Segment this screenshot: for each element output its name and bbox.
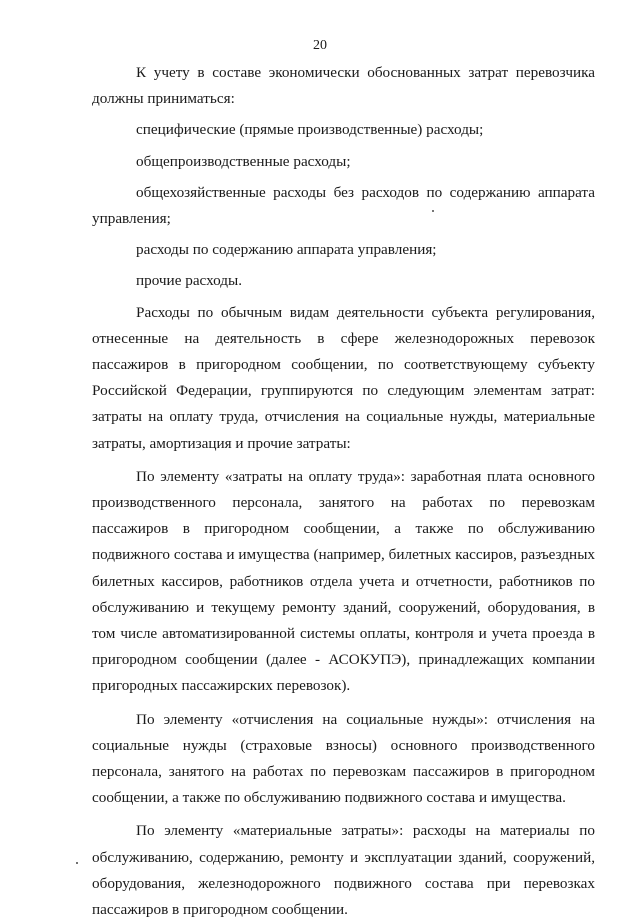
page-number: 20 — [313, 38, 327, 53]
paragraph-labor-costs: По элементу «затраты на оплату труда»: заработная плата основного производственного персонала, занятого на работах по перевозкам пассажиров в пригородном сообщении, а также по обслуживанию подвижного состава и имущества (например, билетных кассиров, разъездных билетных кассиров, работников отдела учета и отчетности, работников по обслуживанию и текущему ремонту зданий, сооружений, оборудования, в том числе автоматизированной системы оплаты, контроля и учета проезда в пригородном сообщении (далее - АСОКУПЭ), принадлежащих компании пригородных пассажирских перевозок). — [92, 467, 595, 695]
paragraph-material-costs: По элементу «материальные затраты»: расходы на материалы по обслуживанию, содержанию, ремонту и эксплуатации зданий, сооружений, оборудования, железнодорожного подвижного состава при перевозках пассажиров в пригородном сообщении. — [92, 822, 595, 919]
list-item-general-production-costs: общепроизводственные расходы; — [136, 152, 351, 170]
scan-speck — [432, 210, 434, 212]
paragraph-intro: К учету в составе экономически обоснованных затрат перевозчика должны приниматься: — [92, 64, 595, 108]
paragraph-social-contributions: По элементу «отчисления на социальные нужды»: отчисления на социальные нужды (страховые взносы) основного производственного персонала, занятого на работах по перевозкам пассажиров в пригородном сообщении, а также по обслуживанию подвижного состава и имущества. — [92, 710, 595, 807]
list-item-general-business-costs: общехозяйственные расходы без расходов по содержанию аппарата управления; — [92, 183, 595, 228]
paragraph-cost-elements: Расходы по обычным видам деятельности субъекта регулирования, отнесенные на деятельность в сфере железнодорожных перевозок пассажиров в пригородном сообщении, по соответствующему субъекту Российской Федерации, группируются по следующим элементам затрат: затраты на оплату труда, отчисления на социальные нужды, материальные затраты, амортизация и прочие затраты: — [92, 303, 595, 452]
list-item-direct-costs: специфические (прямые производственные) расходы; — [136, 121, 484, 139]
scan-dot — [76, 862, 78, 864]
list-item-other-costs: прочие расходы. — [136, 272, 242, 290]
list-item-management-costs: расходы по содержанию аппарата управления; — [136, 241, 437, 259]
document-body — [92, 60, 595, 923]
